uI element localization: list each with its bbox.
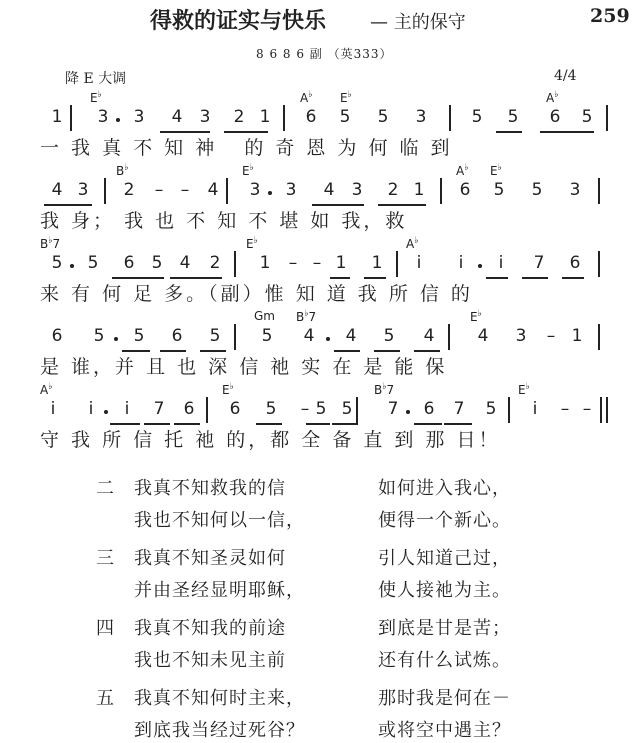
note: 1 (413, 180, 425, 200)
note: 3 (77, 180, 89, 200)
note: 5 (265, 399, 277, 419)
note: 5 (209, 326, 221, 346)
note: 3 (97, 107, 109, 127)
note: 4 (171, 107, 183, 127)
note: 6 (549, 107, 561, 127)
note: 2 (387, 180, 399, 200)
verse-line: 我也不知未见主前 (134, 650, 286, 671)
note: 4 (323, 180, 335, 200)
beam-underline (540, 131, 594, 133)
note: – (582, 399, 592, 419)
note: 3 (515, 326, 527, 346)
note: 4 (303, 326, 315, 346)
verse-line: 那时我是何在－ (378, 688, 511, 709)
note: 5 (93, 326, 105, 346)
dot (70, 264, 74, 268)
bar-line (104, 178, 106, 204)
note: 1 (335, 253, 347, 273)
dot (104, 410, 108, 414)
note: 5 (507, 107, 519, 127)
note: 2 (123, 180, 135, 200)
lyric-line: 一 我 真 不 知 神 的 奇 恩 为 何 临 到 (40, 137, 453, 159)
bar-line (206, 397, 208, 423)
note: – (180, 180, 190, 200)
verse-line: 还有什么试炼。 (378, 650, 511, 671)
bar-line (598, 324, 600, 350)
verse-line: 使人接祂为主。 (378, 580, 511, 601)
dot (268, 191, 272, 195)
hymn-title: 得救的证实与快乐 (150, 9, 327, 34)
chord-symbol: B♭7 (296, 309, 317, 324)
bar-line (600, 397, 602, 423)
note: 7 (153, 399, 165, 419)
note: 5 (531, 180, 543, 200)
chord-symbol: E♭ (246, 236, 258, 251)
note: – (288, 253, 298, 273)
bar-line (606, 105, 608, 131)
note: 5 (51, 253, 63, 273)
verse-number: 四 (96, 618, 114, 639)
dot (406, 410, 410, 414)
bar-line (70, 105, 72, 131)
meter: 8 6 8 6 副 （英333） (256, 47, 393, 61)
note: 6 (569, 253, 581, 273)
bar-line (598, 178, 600, 204)
note: i (498, 253, 504, 273)
bar-line (448, 324, 450, 350)
note: 6 (423, 399, 435, 419)
lyric-line: 守 我 所 信 托 祂 的，都 全 备 直 到 那 日！ (40, 429, 501, 451)
note: 5 (377, 107, 389, 127)
bar-line (598, 251, 600, 277)
verse-line: 到底我当经过死谷？ (134, 720, 305, 741)
note: 3 (285, 180, 297, 200)
bar-line (356, 397, 358, 423)
note: 6 (51, 326, 63, 346)
verse-line: 便得一个新心。 (378, 510, 511, 531)
note: 5 (133, 326, 145, 346)
chord-symbol: A♭ (546, 90, 559, 105)
verse-line: 到底是甘是苦； (378, 618, 511, 639)
note: i (124, 399, 130, 419)
note: i (50, 399, 56, 419)
note: – (154, 180, 164, 200)
chord-symbol: B♭7 (40, 236, 61, 251)
note: 4 (51, 180, 63, 200)
verse-line: 或将空中遇主？ (378, 720, 511, 741)
chord-symbol: B♭ (116, 163, 129, 178)
chord-symbol: A♭ (456, 163, 469, 178)
note: 7 (387, 399, 399, 419)
note: 1 (371, 253, 383, 273)
note: 5 (493, 180, 505, 200)
dot (326, 337, 330, 341)
note: 6 (459, 180, 471, 200)
bar-line (226, 178, 228, 204)
chord-symbol: B♭7 (374, 382, 395, 397)
chord-symbol: Gm (254, 309, 275, 323)
hymn-number: 259 (590, 5, 630, 27)
note: 4 (179, 253, 191, 273)
note: 5 (485, 399, 497, 419)
note: 7 (453, 399, 465, 419)
note: – (546, 326, 556, 346)
note: 4 (423, 326, 435, 346)
note: 2 (233, 107, 245, 127)
note: i (416, 253, 422, 273)
chord-symbol: E♭ (490, 163, 502, 178)
note: 5 (471, 107, 483, 127)
verse-number: 二 (96, 478, 114, 499)
bar-line (283, 105, 285, 131)
verse-line: 我真不知我的前途 (134, 618, 286, 639)
note: 1 (51, 107, 63, 127)
note: 5 (261, 326, 273, 346)
note: 1 (259, 253, 271, 273)
note: 6 (229, 399, 241, 419)
verse-line: 并由圣经显明耶稣， (134, 580, 305, 601)
verse-line: 引人知道己过， (378, 548, 511, 569)
note: 2 (209, 253, 221, 273)
note: 6 (305, 107, 317, 127)
bar-line (234, 251, 236, 277)
beam-underline (522, 277, 548, 279)
note: – (300, 399, 310, 419)
dot (478, 264, 482, 268)
note: 3 (351, 180, 363, 200)
verse-line: 我也不知何以一信， (134, 510, 305, 531)
time-signature: 4/4 (554, 68, 577, 84)
verse-line: 我真不知救我的信 (134, 478, 286, 499)
note: 3 (415, 107, 427, 127)
verse-number: 五 (96, 688, 114, 709)
verse-line: 我真不知何时主来， (134, 688, 305, 709)
note: 6 (123, 253, 135, 273)
verse-line: 我真不知圣灵如何 (134, 548, 286, 569)
verse-line: 如何进入我心， (378, 478, 511, 499)
beam-underline (486, 277, 508, 279)
note: 5 (151, 253, 163, 273)
verse-number: 三 (96, 548, 114, 569)
note: 3 (249, 180, 261, 200)
lyric-line: 是 谁，并 且 也 深 信 祂 实 在 是 能 保 (40, 356, 448, 378)
chord-symbol: E♭ (222, 382, 234, 397)
note: 7 (533, 253, 545, 273)
bar-line (440, 178, 442, 204)
note: 4 (477, 326, 489, 346)
note: 1 (571, 326, 583, 346)
note: 5 (339, 107, 351, 127)
chord-symbol: E♭ (340, 90, 352, 105)
chord-symbol: E♭ (242, 163, 254, 178)
note: 3 (569, 180, 581, 200)
bar-line (234, 324, 236, 350)
hymn-subtitle: — 主的保守 (370, 12, 466, 33)
chord-symbol: E♭ (470, 309, 482, 324)
note: – (560, 399, 570, 419)
note: 5 (87, 253, 99, 273)
chord-symbol: E♭ (90, 90, 102, 105)
note: i (88, 399, 94, 419)
chord-symbol: A♭ (300, 90, 313, 105)
beam-underline (562, 277, 584, 279)
chord-symbol: E♭ (518, 382, 530, 397)
dot (116, 118, 120, 122)
bar-line (449, 105, 451, 131)
note: 3 (133, 107, 145, 127)
bar-line (606, 397, 608, 423)
note: 3 (199, 107, 211, 127)
note: 6 (183, 399, 195, 419)
note: 5 (581, 107, 593, 127)
bar-line (396, 251, 398, 277)
bar-line (508, 397, 510, 423)
note: 4 (345, 326, 357, 346)
key-signature: 降 E 大调 (65, 71, 127, 87)
lyric-line: 我 身； 我 也 不 知 不 堪 如 我，救 (40, 210, 408, 232)
beam-underline (496, 131, 522, 133)
note: 5 (383, 326, 395, 346)
note: 5 (341, 399, 353, 419)
note: i (532, 399, 538, 419)
note: – (312, 253, 322, 273)
note: 6 (171, 326, 183, 346)
note: 4 (207, 180, 219, 200)
note: 5 (315, 399, 327, 419)
chord-symbol: A♭ (406, 236, 419, 251)
note: i (458, 253, 464, 273)
lyric-line: 来 有 何 足 多。（副）惟 知 道 我 所 信 的 (40, 283, 473, 305)
chord-symbol: A♭ (40, 382, 53, 397)
dot (114, 337, 118, 341)
note: 1 (259, 107, 271, 127)
